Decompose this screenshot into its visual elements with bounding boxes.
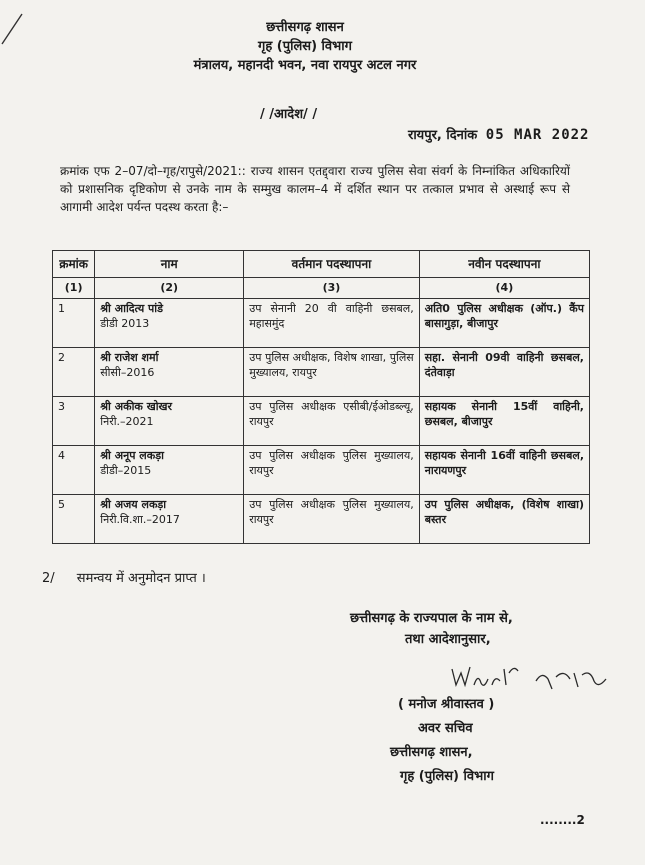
date-stamp: 05 MAR 2022 bbox=[485, 127, 590, 143]
government-name: छत्तीसगढ़ शासन bbox=[266, 20, 344, 35]
place-date-label: रायपुर, दिनांक bbox=[408, 128, 478, 143]
officer-name: श्री राजेश शर्मा bbox=[100, 351, 159, 364]
header-name: नाम bbox=[95, 251, 244, 278]
table-row bbox=[53, 446, 590, 495]
row-serial: 1 bbox=[53, 299, 95, 348]
new-posting bbox=[419, 495, 589, 544]
paragraph-2 bbox=[42, 568, 206, 586]
dateline bbox=[408, 125, 589, 143]
table-row bbox=[53, 348, 590, 397]
table-row bbox=[53, 495, 590, 544]
officer-cell bbox=[95, 397, 244, 446]
table-row bbox=[53, 299, 590, 348]
officer-name: श्री आदित्य पांडे bbox=[100, 302, 164, 315]
authority-line-2: तथा आदेशानुसार, bbox=[405, 632, 491, 647]
new-posting-text: अति0 पुलिस अधीक्षक (ऑप.) कैंप बासागुड़ा, बीजापुर bbox=[424, 302, 584, 330]
letterhead bbox=[150, 18, 460, 75]
intro-paragraph: क्रमांक एफ 2–07/दो–गृह/रापुसे/2021:: राज्य शासन एतद्द्वारा राज्य पुलिस सेवा संवर्ग के निम्नांकित अधिकारियों को प्रशासनिक दृष्टिकोण से उनके नाम के सम्मुख कालम–4 में दर्शित स्थान पर तत्काल प्रभाव से अस्थाई रूप से आगामी आदेश पर्यन्त पदस्थ करता है:– bbox=[60, 164, 570, 214]
officer-cell bbox=[95, 495, 244, 544]
header-serial: क्रमांक bbox=[53, 251, 95, 278]
signatory-designation: अवर सचिव bbox=[418, 721, 473, 736]
officer-name: श्री अजय लकड़ा bbox=[100, 498, 167, 511]
paragraph-text: समन्वय में अनुमोदन प्राप्त । bbox=[76, 571, 206, 586]
column-number: (2) bbox=[95, 278, 244, 299]
officer-cell bbox=[95, 299, 244, 348]
postings-table bbox=[52, 250, 590, 544]
order-title: / /आदेश/ / bbox=[260, 107, 318, 122]
officer-batch: डीडी–2015 bbox=[100, 464, 152, 477]
signatory-name: ( मनोज श्रीवास्तव ) bbox=[398, 697, 495, 712]
officer-batch: निरी.–2021 bbox=[100, 415, 154, 428]
row-serial: 3 bbox=[53, 397, 95, 446]
new-posting-text: सहायक सेनानी 16वीं वाहिनी छसबल, नारायणपुर bbox=[424, 449, 584, 477]
new-posting bbox=[419, 397, 589, 446]
current-posting: उप पुलिस अधीक्षक पुलिस मुख्यालय, रायपुर bbox=[244, 495, 420, 544]
officer-cell bbox=[95, 348, 244, 397]
new-posting bbox=[419, 348, 589, 397]
office-address: मंत्रालय, महानदी भवन, नवा रायपुर अटल नगर bbox=[193, 58, 417, 73]
current-posting: उप सेनानी 20 वी वाहिनी छसबल, महासमुंद bbox=[244, 299, 420, 348]
officer-name: श्री अकीक खोखर bbox=[100, 400, 173, 413]
current-posting: उप पुलिस अधीक्षक पुलिस मुख्यालय, रायपुर bbox=[244, 446, 420, 495]
column-number: (3) bbox=[244, 278, 420, 299]
column-number-row bbox=[53, 278, 590, 299]
officer-batch: सीसी–2016 bbox=[100, 366, 155, 379]
table-row bbox=[53, 397, 590, 446]
officer-name: श्री अनूप लकड़ा bbox=[100, 449, 164, 462]
signatory-government: छत्तीसगढ़ शासन, bbox=[390, 745, 473, 760]
column-number: (1) bbox=[53, 278, 95, 299]
row-serial: 4 bbox=[53, 446, 95, 495]
current-posting: उप पुलिस अधीक्षक, विशेष शाखा, पुलिस मुख्यालय, रायपुर bbox=[244, 348, 420, 397]
table-header-row bbox=[53, 251, 590, 278]
header-new-posting: नवीन पदस्थापना bbox=[419, 251, 589, 278]
new-posting bbox=[419, 299, 589, 348]
row-serial: 2 bbox=[53, 348, 95, 397]
authority-line-1: छत्तीसगढ़ के राज्यपाल के नाम से, bbox=[350, 611, 513, 626]
handwritten-signature bbox=[448, 655, 628, 697]
corner-pen-mark bbox=[0, 0, 40, 50]
new-posting-text: सहायक सेनानी 15वीं वाहिनी, छसबल, बीजापुर bbox=[424, 400, 584, 428]
officer-batch: निरी.वि.शा.–2017 bbox=[100, 513, 180, 526]
paragraph-number: 2/ bbox=[42, 571, 55, 586]
department-name: गृह (पुलिस) विभाग bbox=[258, 39, 352, 54]
signatory-department: गृह (पुलिस) विभाग bbox=[400, 769, 494, 784]
current-posting: उप पुलिस अधीक्षक एसीबी/ईओडब्ल्यू, रायपुर bbox=[244, 397, 420, 446]
header-current-posting: वर्तमान पदस्थापना bbox=[244, 251, 420, 278]
officer-batch: डीडी 2013 bbox=[100, 317, 150, 330]
new-posting-text: सहा. सेनानी 09वी वाहिनी छसबल, दंतेवाड़ा bbox=[424, 351, 584, 379]
column-number: (4) bbox=[419, 278, 589, 299]
officer-cell bbox=[95, 446, 244, 495]
new-posting bbox=[419, 446, 589, 495]
new-posting-text: उप पुलिस अधीक्षक, (विशेष शाखा) बस्तर bbox=[424, 498, 584, 526]
page-continuation: ........2 bbox=[540, 813, 585, 827]
row-serial: 5 bbox=[53, 495, 95, 544]
